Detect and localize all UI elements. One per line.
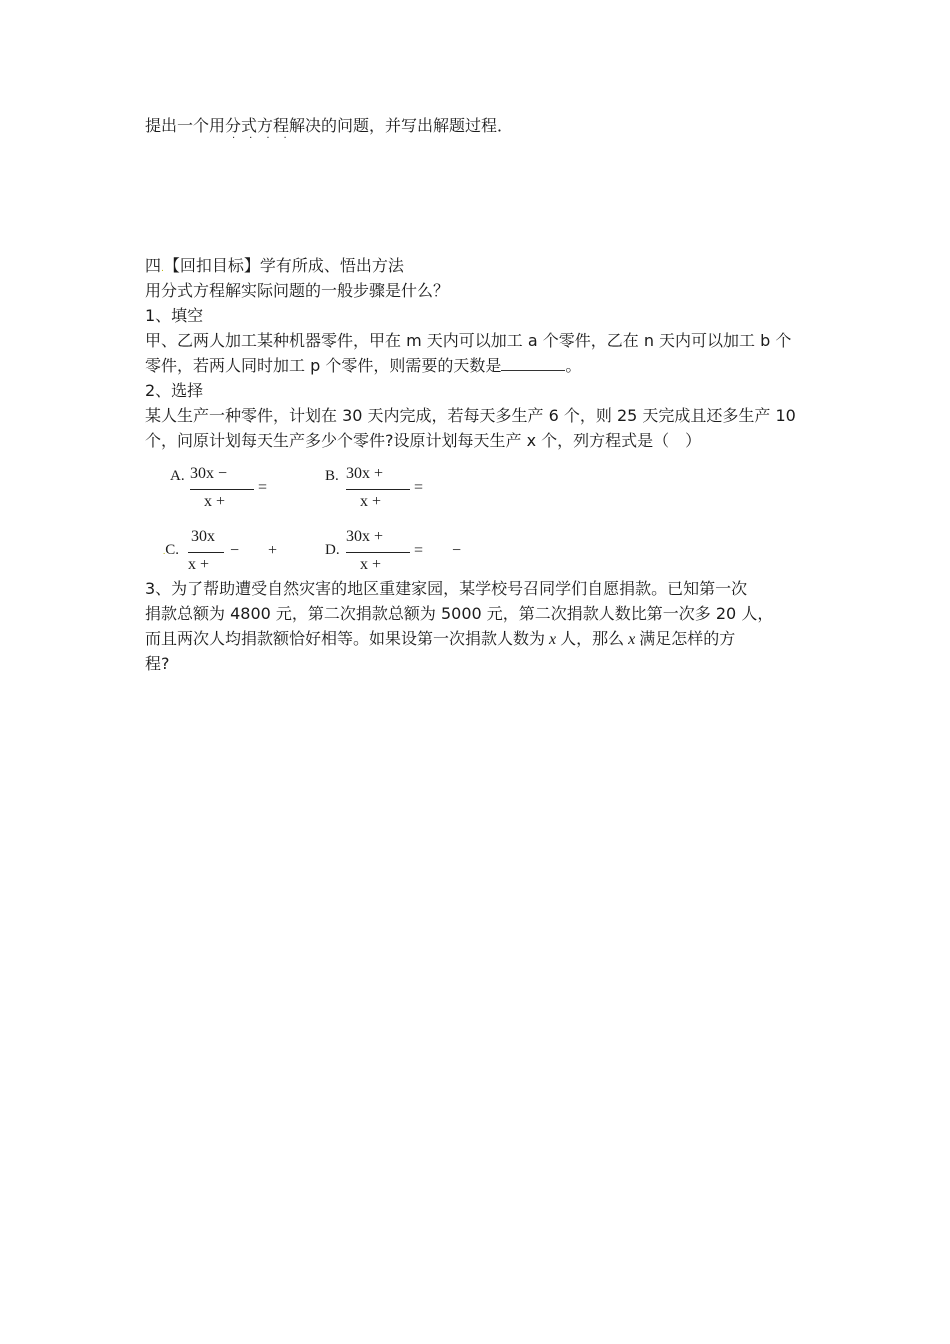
q1-line2-end: 。: [565, 356, 582, 375]
option-c-tail-minus: −: [230, 542, 240, 559]
option-a-denominator: x +: [204, 493, 226, 510]
option-b-denominator: x +: [360, 493, 382, 510]
fraction-bar: [190, 489, 254, 490]
option-b-tail: =: [414, 479, 424, 496]
q1-line2-text: 零件，若两人同时加工 p 个零件，则需要的天数是: [145, 356, 502, 375]
answer-blank: [501, 358, 565, 371]
option-d-denominator: x +: [360, 556, 382, 573]
option-b-numerator: 30x +: [346, 465, 384, 482]
section4-question: 用分式方程解实际问题的一般步骤是什么？: [145, 281, 450, 300]
q2-label: 2、选择: [145, 381, 204, 400]
option-c-tail-plus: +: [268, 542, 278, 559]
q3-line3: [145, 628, 735, 651]
fraction-bar: [346, 552, 410, 553]
q3-line2: 捐款总额为 4800 元，第二次捐款总额为 5000 元，第二次捐款人数比第一次多 20 人，: [145, 604, 774, 623]
q1-line1: 甲、乙两人加工某种机器零件，甲在 m 天内可以加工 a 个零件，乙在 n 天内可以加工 b 个: [145, 331, 792, 350]
heading-number: 四: [145, 256, 162, 275]
q2-line1: 某人生产一种零件，计划在 30 天内完成，若每天多生产 6 个，则 25 天完成且还多生产 10: [145, 406, 796, 425]
option-c-numerator: 30x: [191, 528, 215, 545]
q3-line1: 3、为了帮助遭受自然灾害的地区重建家园，某学校号召同学们自愿捐款。已知第一次: [145, 579, 748, 598]
q3-line4: 程?: [145, 654, 170, 673]
intro-task: 提出一个用分式方程解决的问题，并写出解题过程．: [145, 116, 514, 135]
section4-heading: [145, 255, 404, 280]
heading-text: 【回扣目标】学有所成、悟出方法: [163, 256, 404, 275]
option-c-label-text: C.: [165, 542, 180, 558]
option-b-label: B.: [325, 468, 339, 484]
option-d-tail-minus: −: [452, 542, 462, 559]
option-c-label: .C.: [163, 542, 180, 558]
option-d-label: D.: [325, 542, 340, 558]
q3-variable-2: x: [628, 631, 636, 648]
q1-label: 1、填空: [145, 306, 204, 325]
fraction-bar: [346, 489, 410, 490]
option-d-tail-equals: =: [414, 542, 424, 559]
option-b-fraction: [346, 465, 410, 515]
q3-line3-b: 人，那么: [560, 629, 625, 648]
option-d-numerator: 30x +: [346, 528, 384, 545]
emphasis-dots: ····: [232, 133, 301, 144]
option-c-denominator: x +: [188, 556, 210, 573]
option-a-fraction: [190, 465, 254, 515]
q1-line2: [145, 355, 581, 377]
q3-line3-a: 而且两次人均捐款额恰好相等。如果设第一次捐款人数为: [145, 629, 546, 648]
q3-line3-c: 满足怎样的方: [639, 629, 736, 648]
option-c-fraction: [188, 528, 224, 578]
q3-variable: x: [549, 631, 557, 648]
fraction-bar: [188, 552, 224, 553]
option-a-numerator: 30x −: [190, 465, 228, 482]
option-a-label: A.: [170, 468, 185, 484]
option-d-fraction: [346, 528, 410, 578]
option-a-tail: =: [258, 479, 268, 496]
q2-line2: 个，问原计划每天生产多少个零件?设原计划每天生产 x 个，列方程式是（ ）: [145, 431, 702, 450]
heading-dot: .: [161, 264, 164, 274]
